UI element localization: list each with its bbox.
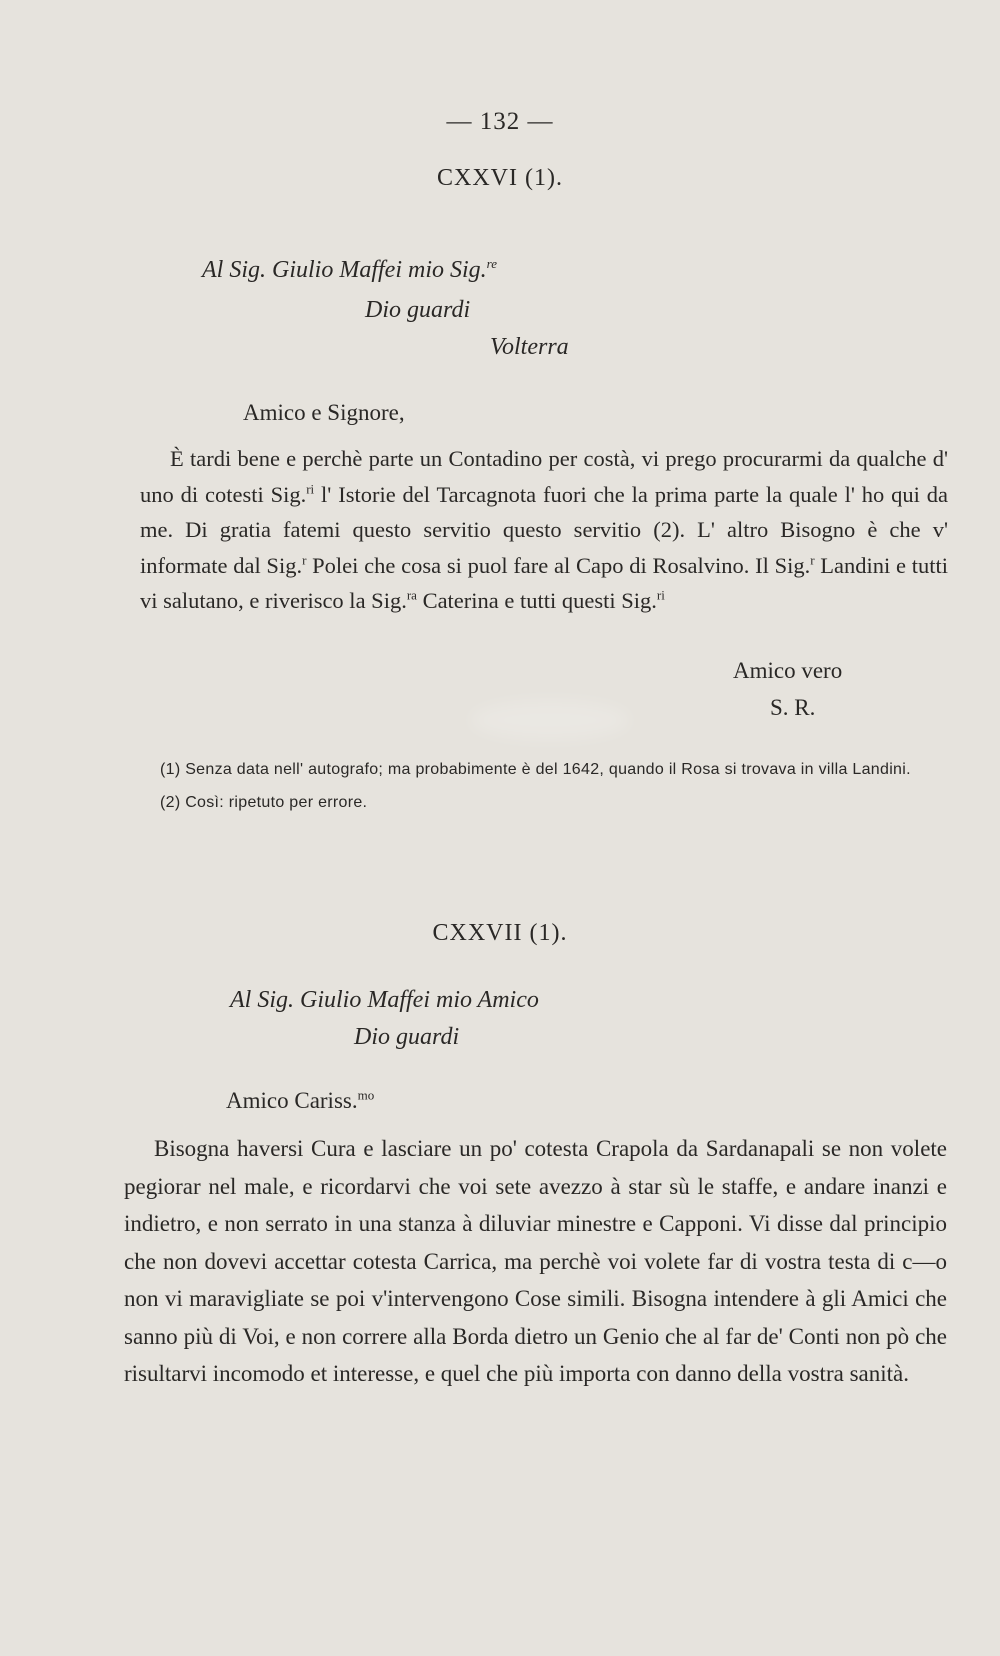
footnote: (2) Così: ripetuto per errore. bbox=[160, 794, 368, 811]
letter-number: CXXVI (1). bbox=[437, 165, 563, 191]
address-line: Dio guardi bbox=[354, 1024, 460, 1050]
salutation bbox=[226, 1088, 374, 1114]
body-paragraph bbox=[140, 441, 948, 619]
letter-address bbox=[202, 257, 497, 284]
body-text: È tardi bene e perchè parte un Contadino per costà, vi prego procurarmi da qualche d' uno di cotesti Sig. bbox=[140, 446, 948, 507]
body-text: Caterina e tutti questi Sig. bbox=[416, 588, 657, 613]
letter-closing: Amico vero bbox=[733, 658, 843, 683]
address-line: Al Sig. Giulio Maffei mio Amico bbox=[230, 987, 539, 1013]
salutation: Amico e Signore, bbox=[243, 400, 405, 425]
letter-body bbox=[124, 1130, 947, 1393]
body-superscript: r bbox=[810, 552, 815, 567]
letter-body bbox=[140, 441, 948, 619]
address-superscript: re bbox=[486, 256, 498, 271]
body-text: l' Istorie del Tarcagnota fuori che la prima parte la quale l' ho qui da me. Di gratia fatemi questo servitio questo servitio (2). L' altro Bisogno è che v' informate dal Sig. bbox=[140, 481, 948, 578]
salutation-text: Amico Cariss. bbox=[226, 1088, 358, 1113]
body-superscript: r bbox=[302, 552, 307, 567]
body-text: Landini e tutti vi salutano, e riverisco la Sig. bbox=[140, 552, 949, 613]
body-paragraph: Bisogna haversi Cura e lasciare un po' cotesta Crapola da Sardanapali se non volete pegiorar nel male, e ricordarvi che voi sete avezzo à star sù le staffe, e andare inanzi e indietro, e non serrato in una stanza à diluviar minestre e Capponi. Vi disse dal principio che non dovevi accettar cotesta Carrica, ma perchè voi volete far di vostra testa di c—o non vi maravigliate se poi v'intervengono Cose simili. Bisogna intendere à gli Amici che sanno più di Voi, e non correre alla Borda dietro un Genio che al far de' Conti non pò che risultarvi incomodo et interesse, e quel che più importa con danno della vostra sanità. bbox=[124, 1136, 947, 1386]
letter-signature: S. R. bbox=[770, 695, 816, 720]
salutation-superscript: mo bbox=[357, 1087, 375, 1103]
body-superscript: ra bbox=[406, 587, 417, 603]
letter-number: CXXVII (1). bbox=[432, 920, 568, 946]
footnotes bbox=[140, 758, 945, 824]
footnote: (1) Senza data nell' autografo; ma probabimente è del 1642, quando il Rosa si trovava in villa Landini. bbox=[160, 761, 911, 778]
body-text: Polei che cosa si puol fare al Capo di Rosalvino. Il Sig. bbox=[306, 552, 811, 578]
page-number: — 132 — bbox=[446, 108, 554, 135]
address-line: Al Sig. Giulio Maffei mio Sig. bbox=[202, 257, 487, 283]
paper-stain bbox=[470, 700, 630, 740]
body-superscript: ri bbox=[656, 587, 665, 603]
address-line: Dio guardi bbox=[365, 297, 471, 323]
address-place: Volterra bbox=[490, 334, 569, 360]
body-superscript: ri bbox=[306, 481, 315, 496]
